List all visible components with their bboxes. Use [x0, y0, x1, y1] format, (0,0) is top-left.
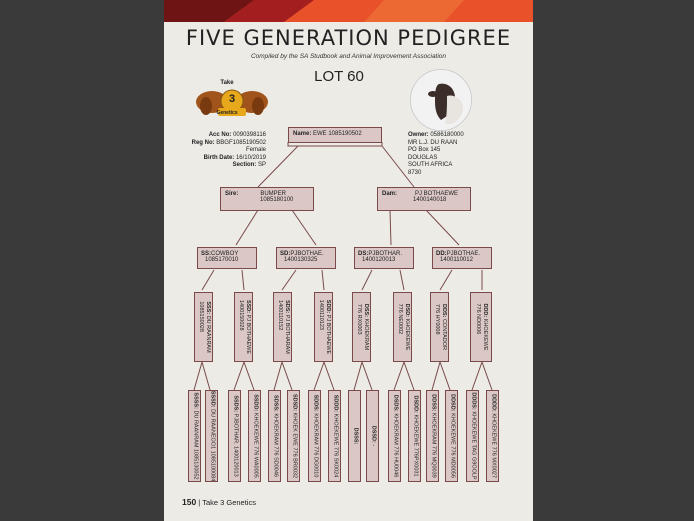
gen5-box-dddd[interactable]: DDDD: KHOEKEWE 776 MX0027	[486, 390, 499, 482]
gen5-box-sdss[interactable]: SDSS: KHOEKRAM 776 SD0046	[268, 390, 281, 482]
page-footer: 150 | Take 3 Genetics	[182, 497, 256, 507]
page-subtitle: Compiled by the SA Studbook and Animal Improvement Association	[250, 53, 447, 60]
gen5-box-ssdd[interactable]: SSDD: KHOEKEWE 776 WA0005	[248, 390, 261, 482]
gen5-box-ssss[interactable]: SSSS: DU RAANRAM 1085130052	[188, 390, 201, 482]
gen4-box-dss[interactable]: DSS: KHOEKRAM 776 RX0003	[352, 292, 371, 362]
gen3-box-ds[interactable]: DS:PJBOTHAR. 1400120013	[354, 247, 414, 269]
logo-number: 3	[228, 93, 236, 105]
gen5-box-ddsd[interactable]: DDSD: KHOEKEWE 776 MD0056	[445, 390, 458, 482]
owner-info: Owner: 0586180000 MR L.J. DU RAAN PO Box 145 DOUGLAS SOUTH AFRICA 8730	[408, 132, 464, 176]
animal-box[interactable]: Name: EWE 1085190502	[288, 127, 382, 143]
pedigree-page	[164, 0, 533, 521]
animal-info: Acc No: 0090398116 Reg No: BBGF1085190502 Female Birth Date: 16/10/2019 Section: SP	[191, 132, 266, 169]
gen4-box-ddd[interactable]: DDD: KHOEKEWE 776 ND0006	[470, 292, 492, 362]
page-title: FIVE GENERATION PEDIGREE	[185, 26, 512, 50]
gen4-box-ssd[interactable]: SSD: PJ BOTHAEWE 1400150028	[234, 292, 253, 362]
gen5-box-sdds[interactable]: SDDS: KHOEKRAM 776 DG0010	[308, 390, 321, 482]
gen4-box-sss[interactable]: SSS: DU RAANRAM 1085150028	[194, 292, 213, 362]
gen5-box-dssd[interactable]: DSSD: -	[366, 390, 379, 482]
gen5-box-sdsd[interactable]: SDSD: KHOEK EWE 776 BR0032	[287, 390, 300, 482]
logo-text-top: Take	[220, 80, 234, 86]
gen5-box-ddds[interactable]: DDDS: KHOEKEWE TAG G9OOLP	[466, 390, 479, 482]
gen3-box-sd[interactable]: SD:PJBOTHAE. 1400130325	[276, 247, 336, 269]
gen5-box-sddd[interactable]: SDDD: KHOEKEWE 776 SK0024	[328, 390, 341, 482]
gen5-box-ssds[interactable]: SSDS: PJBOTHAR. 1400120013	[228, 390, 241, 482]
gen4-box-dds[interactable]: DDS: CONTADOR 776 HY0008	[430, 292, 449, 362]
gen3-box-ss[interactable]: SS:COWBOY 1085170010	[197, 247, 257, 269]
lot-number: LOT 60	[314, 68, 364, 85]
gen5-box-dsss[interactable]: DSSS:	[348, 390, 361, 482]
gen4-box-sdd[interactable]: SDD: PJ BOTHAEWE 1400110123	[314, 292, 333, 362]
gen5-box-dsdd[interactable]: DSDD: KHOEKEWE 776PX0031	[408, 390, 421, 482]
gen4-box-dsd[interactable]: DSD: KHOEKEWE 776 NE0002	[393, 292, 412, 362]
page-number: 150	[182, 497, 197, 507]
footer-text: Take 3 Genetics	[202, 498, 256, 507]
gen5-box-ddss[interactable]: DDSS: KHOEKRAM 776 MQ0039	[426, 390, 439, 482]
dam-box[interactable]: Dam: PJ BOTHAEWE 1400140018	[377, 187, 471, 211]
gen4-box-sds[interactable]: SDS: PJ BOTHARAM 1400110152	[273, 292, 292, 362]
gen5-box-sssd[interactable]: SSSD: DU RAANEOO1 1085100084	[205, 390, 218, 482]
gen3-box-dd[interactable]: DD:PJBOTHAE. 1400110012	[432, 247, 492, 269]
logo-text-bottom: Genetics	[216, 110, 238, 116]
sire-box[interactable]: Sire: BUMPER 1085180100	[220, 187, 314, 211]
gen5-box-dsds[interactable]: DSDS: KHOEKRAM 776 HU0046	[388, 390, 401, 482]
